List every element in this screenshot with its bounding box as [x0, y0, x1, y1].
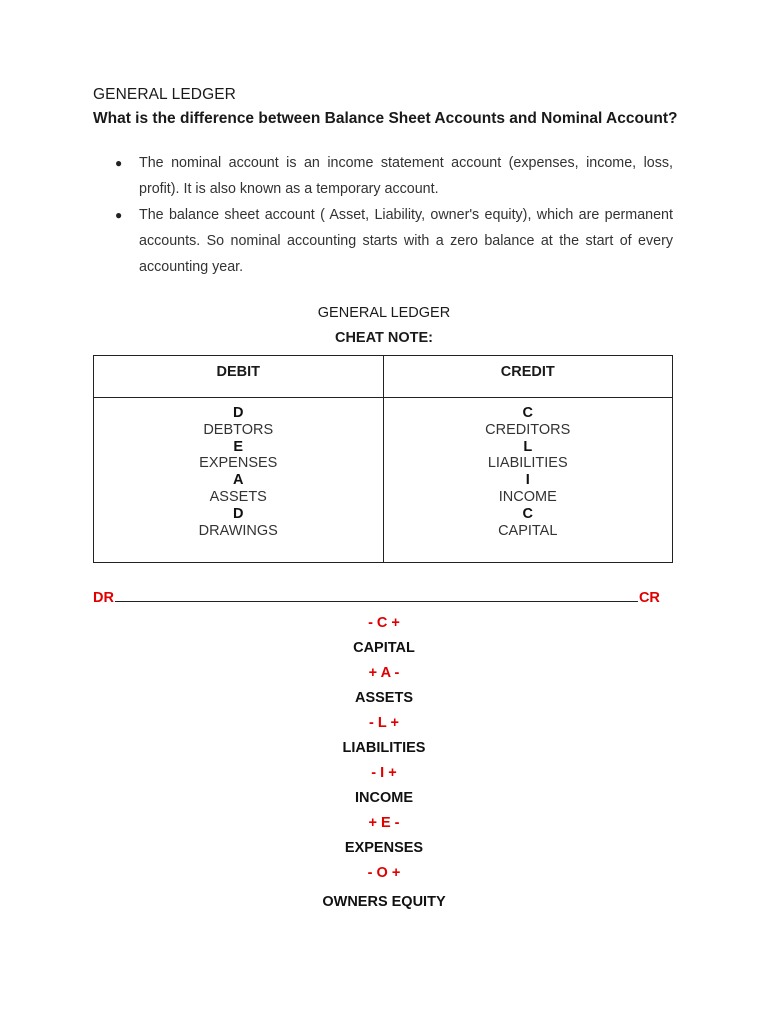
mnemonic-letter: D [233, 405, 244, 421]
mnemonic-word: CAPITAL [498, 522, 558, 539]
divider-line [115, 589, 638, 602]
mnemonic-word: INCOME [498, 488, 557, 505]
mnemonic-word: DEBTORS [203, 421, 274, 438]
bullet-text: The nominal account is an income statement account (expenses, income, loss, profit). It is also known as a temporary account. [139, 155, 673, 197]
rule-account-name: INCOME [355, 790, 413, 806]
dr-cr-line [93, 589, 673, 606]
debit-mnemonic-cell [94, 398, 384, 563]
mnemonic-letter: E [233, 438, 244, 455]
rule-sign: + A - [368, 665, 400, 681]
rule-sign: - L + [369, 715, 399, 731]
mnemonic-word: CREDITORS [485, 421, 571, 438]
table-row [94, 398, 673, 563]
rule-account-name: CAPITAL [353, 640, 415, 656]
account-rules-list [0, 612, 768, 916]
cr-label: CR [638, 590, 660, 606]
mnemonic-word: DRAWINGS [198, 522, 278, 539]
bullet-text: The balance sheet account ( Asset, Liability, owner's equity), which are permanent accounts. So nominal accounting starts with a zero balance at the start of every accounting year. [139, 207, 673, 275]
list-item [93, 150, 673, 202]
rule-sign: - O + [367, 865, 401, 881]
question-heading: What is the difference between Balance Sheet Accounts and Nominal Account? [93, 110, 678, 127]
mnemonic-word: LIABILITIES [487, 455, 568, 472]
debit-credit-table [93, 355, 673, 563]
bullet-icon: ● [115, 208, 123, 222]
bullet-list [93, 150, 673, 280]
credit-mnemonic-cell [383, 398, 673, 563]
rule-sign: + E - [368, 815, 400, 831]
rule-account-name: ASSETS [354, 690, 413, 706]
mnemonic-letter: A [233, 472, 244, 489]
mnemonic-word: ASSETS [209, 488, 267, 505]
rule-account-name: LIABILITIES [342, 740, 426, 756]
mnemonic-letter: D [233, 505, 244, 522]
cheat-note-subtitle: CHEAT NOTE: [334, 330, 433, 346]
rule-account-name: EXPENSES [344, 840, 424, 856]
mnemonic-letter: L [523, 438, 533, 455]
credit-header: CREDIT [383, 356, 673, 398]
rule-sign: - C + [368, 615, 400, 631]
dr-label: DR [93, 590, 114, 606]
document-title: GENERAL LEDGER [93, 86, 236, 103]
mnemonic-letter: I [525, 472, 530, 489]
list-item [93, 202, 673, 280]
debit-header: DEBIT [94, 356, 384, 398]
rule-account-name: OWNERS EQUITY [322, 894, 446, 910]
rule-sign: - I + [371, 765, 397, 781]
bullet-icon: ● [115, 156, 123, 170]
table-header-row [94, 356, 673, 398]
cheat-note-title: GENERAL LEDGER [317, 305, 451, 321]
mnemonic-letter: C [522, 505, 533, 522]
mnemonic-word: EXPENSES [199, 455, 278, 472]
mnemonic-letter: C [522, 405, 533, 421]
